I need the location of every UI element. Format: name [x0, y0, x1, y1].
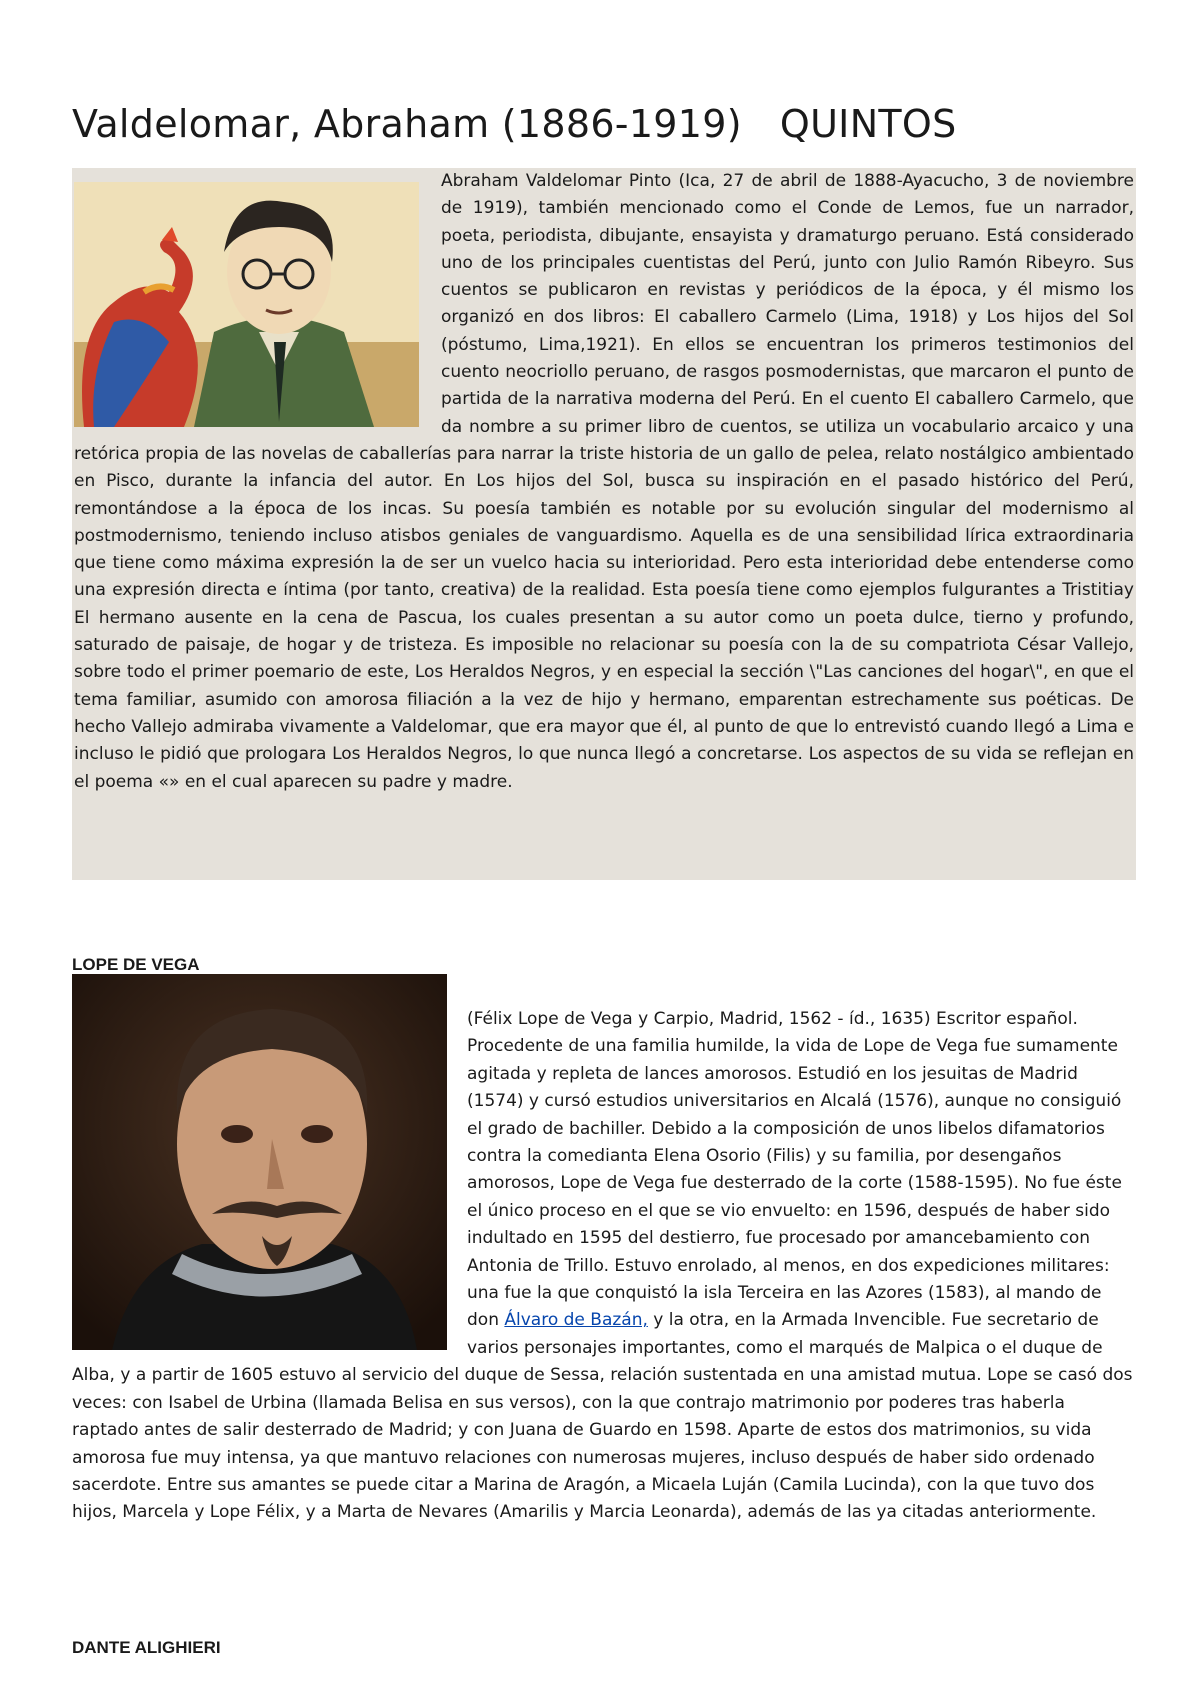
- page-title: [72, 102, 957, 146]
- title-tag: QUINTOS: [779, 102, 957, 146]
- lope-heading: LOPE DE VEGA: [72, 955, 200, 974]
- lope-text-before-link: (Félix Lope de Vega y Carpio, Madrid, 1562 - íd., 1635) Escritor español. Procedente de una familia humilde, la vida de Lope de Vega fue sumamente agitada y repleta de lances amorosos. Estudió en los jesuitas de Madrid (1574) y cursó estudios universitarios en Alcalá (1576), aunque no consiguió el grado de bachiller. Debido a la composición de unos libelos difamatorios contra la comedianta Elena Osorio (Filis) y su familia, por desengaños amorosos, Lope de Vega fue desterrado de la corte (1588-1595). No fue éste el único proceso en el que se vio envuelto: en 1596, después de haber sido indultado en 1595 del destierro, fue procesado por amancebamiento con Antonia de Trillo. Estuvo enrolado, al menos, en dos expediciones militares: una fue la que conquistó la isla Terceira en las Azores (1583), al mando de don: [467, 1009, 1122, 1331]
- valdelomar-bio-text: Abraham Valdelomar Pinto (Ica, 27 de abril de 1888-Ayacucho, 3 de noviembre de 1919), también mencionado como el Conde de Lemos, fue un narrador, poeta, periodista, dibujante, ensayista y dramaturgo peruano. Está considerado uno de los principales cuentistas del Perú, junto con Julio Ramón Ribeyro. Sus cuentos se publicaron en revistas y periódicos de la época, y él mismo los organizó en dos libros: El caballero Carmelo (Lima, 1918) y Los hijos del Sol (póstumo, Lima,1921). En ellos se encuentran los primeros testimonios del cuento neocriollo peruano, de rasgos posmodernistas, que marcaron el punto de partida de la narrativa moderna del Perú. En el cuento El caballero Carmelo, que da nombre a su primer libro de cuentos, se utiliza un vocabulario arcaico y una retórica propia de las novelas de caballerías para narrar la triste historia de un gallo de pelea, relato nostálgico ambientado en Pisco, durante la infancia del autor. En Los hijos del Sol, busca su inspiración en el pasado histórico del Perú, remontándose a la época de los incas. Su poesía también es notable por su evolución singular del modernismo al postmodernismo, teniendo incluso atisbos geniales de vanguardismo. Aquella es de una sensibilidad lírica extraordinaria que tiene como máxima expresión la de ser un vuelco hacia su interioridad. Pero esta interioridad debe entenderse como una expresión directa e íntima (por tanto, creativa) de la realidad. Esta poesía tiene como ejemplos fulgurantes a Tristitiay El hermano ausente en la cena de Pascua, los cuales presentan a su autor como un poeta dulce, tierno y profundo, saturado de paisaje, de hogar y de tristeza. Es imposible no relacionar su poesía con la de su compatriota César Vallejo, sobre todo el primer poemario de este, Los Heraldos Negros, y en especial la sección \"Las canciones del hogar\", en que el tema familiar, asumido con amorosa filiación a la vez de hijo y hermano, emparentan estrechamente sus poéticas. De hecho Vallejo admiraba vivamente a Valdelomar, que era mayor que él, al punto de que lo entrevistó cuando llegó a Lima e incluso le pidió que prologara Los Heraldos Negros, lo que nunca llegó a concretarse. Los aspectos de su vida se reflejan en el poema «» en el cual aparecen su padre y madre.: [74, 171, 1134, 792]
- dante-heading: DANTE ALIGHIERI: [72, 1638, 221, 1657]
- valdelomar-portrait-image: [74, 182, 419, 427]
- lope-portrait-drawing: [72, 974, 447, 1350]
- valdelomar-portrait-drawing: [74, 182, 419, 427]
- lope-portrait-image: [72, 974, 447, 1350]
- valdelomar-bio-box: [72, 168, 1136, 880]
- alvaro-de-bazan-link[interactable]: Álvaro de Bazán,: [504, 1310, 648, 1331]
- lope-section: [72, 974, 1136, 1527]
- lope-text-after-link: y la otra, en la Armada Invencible. Fue secretario de varios personajes importantes, como el marqués de Malpica o el duque de Alba, y a partir de 1605 estuvo al servicio del duque de Sessa, relación sustentada en una amistad mutua. Lope se casó dos veces: con Isabel de Urbina (llamada Belisa en sus versos), con la que contrajo matrimonio por poderes tras haberla raptado antes de salir desterrado de Madrid; y con Juana de Guardo en 1598. Aparte de estos dos matrimonios, su vida amorosa fue muy intensa, ya que mantuvo relaciones con numerosas mujeres, incluso después de haber sido ordenado sacerdote. Entre sus amantes se puede citar a Marina de Aragón, a Micaela Luján (Camila Lucinda), con la que tuvo dos hijos, Marcela y Lope Félix, y a Marta de Nevares (Amarilis y Marcia Leonarda), además de las ya citadas anteriormente.: [72, 1310, 1133, 1523]
- title-name: Valdelomar, Abraham (1886-1919): [72, 102, 742, 146]
